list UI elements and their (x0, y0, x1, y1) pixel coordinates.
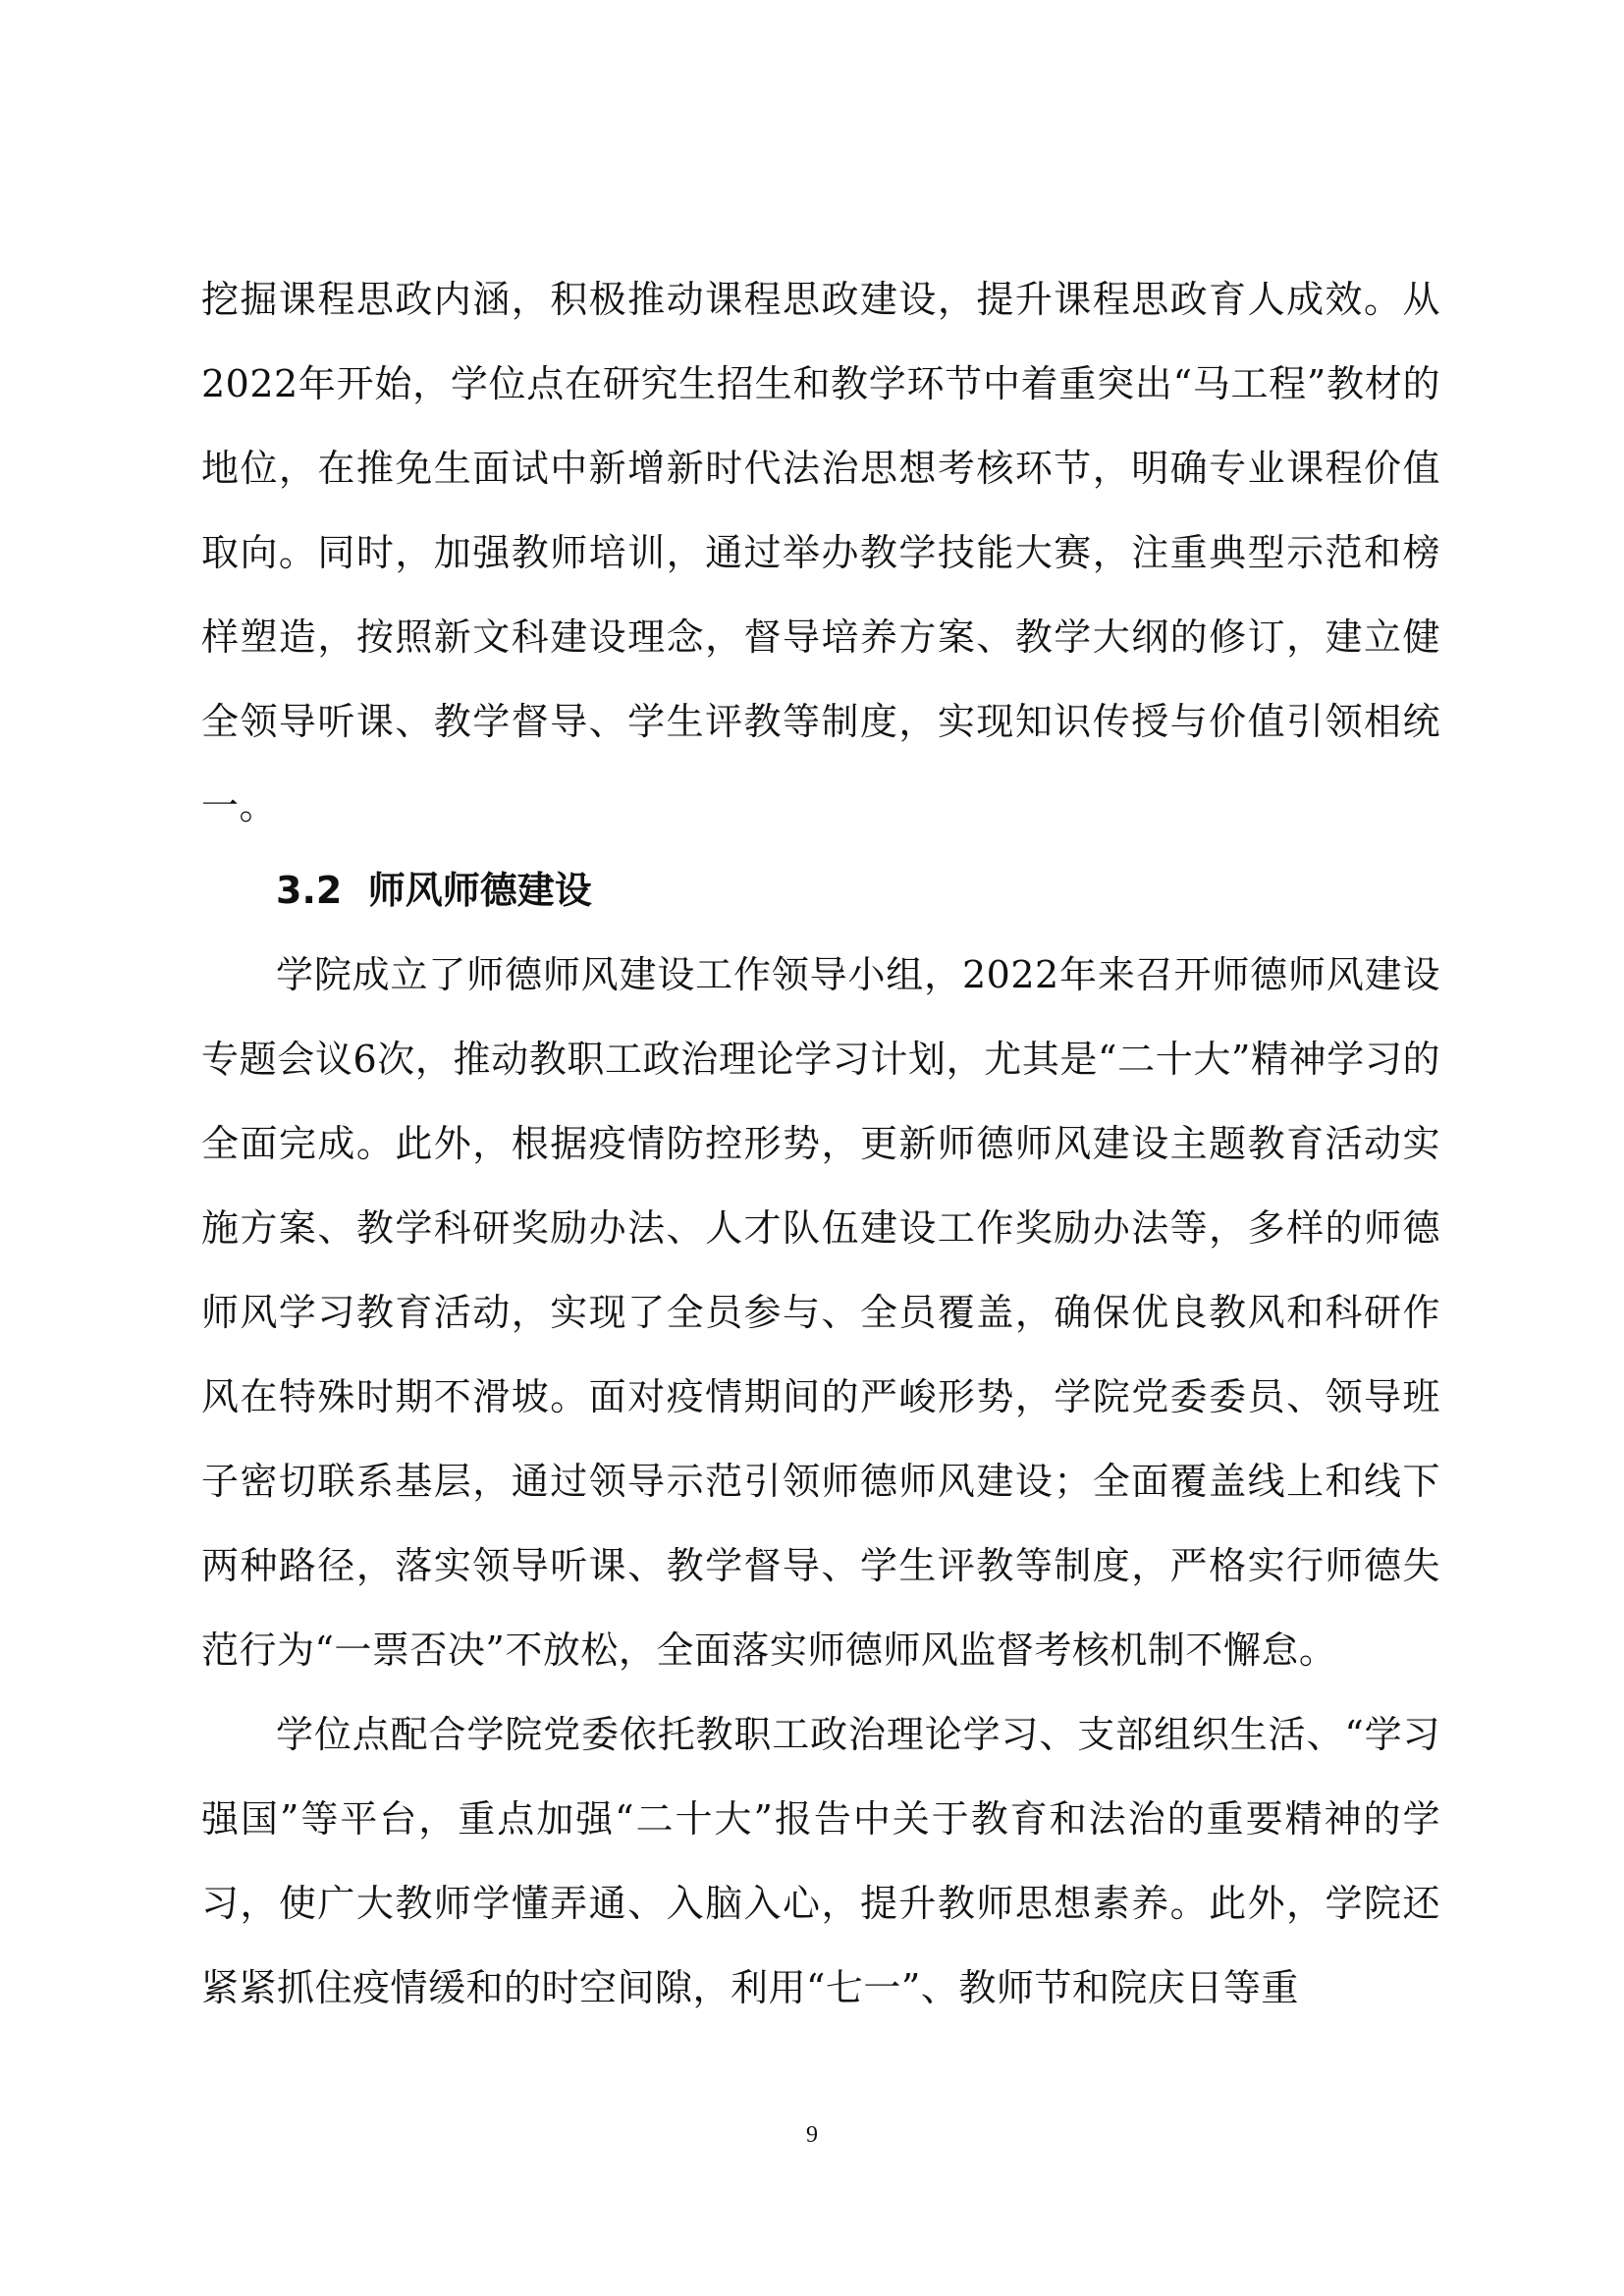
paragraph-course-ideology: 挖掘课程思政内涵，积极推动课程思政建设，提升课程思政育人成效。从2022年开始，学位点在研究生招生和教学环节中着重突出“马工程”教材的地位，在推免生面试中新增新时代法治思想考核环节，明确专业课程价值取向。同时，加强教师培训，通过举办教学技能大赛，注重典型示范和榜样塑造，按照新文科建设理念，督导培养方案、教学大纲的修订，建立健全领导听课、教学督导、学生评教等制度，实现知识传授与价值引领相统一。 (201, 278, 1440, 828)
section-number: 3.2 (276, 869, 343, 912)
section-title: 师风师德建设 (367, 869, 592, 912)
paragraph-ethics-leadership: 学院成立了师德师风建设工作领导小组，2022年来召开师德师风建设专题会议6次，推动教职工政治理论学习计划，尤其是“二十大”精神学习的全面完成。此外，根据疫情防控形势，更新师德师风建设主题教育活动实施方案、教学科研奖励办法、人才队伍建设工作奖励办法等，多样的师德师风学习教育活动，实现了全员参与、全员覆盖，确保优良教风和科研作风在特殊时期不滑坡。面对疫情期间的严峻形势，学院党委委员、领导班子密切联系基层，通过领导示范引领师德师风建设；全面覆盖线上和线下两种路径，落实领导听课、教学督导、学生评教等制度，严格实行师德失范行为“一票否决”不放松，全面落实师德师风监督考核机制不懈怠。 (201, 953, 1440, 1672)
paragraph-ethics-study: 学位点配合学院党委依托教职工政治理论学习、支部组织生活、“学习强国”等平台，重点加强“二十大”报告中关于教育和法治的重要精神的学习，使广大教师学懂弄通、入脑入心，提升教师思想素养。此外，学院还紧紧抓住疫情缓和的时空间隙，利用“七一”、教师节和院庆日等重 (201, 1713, 1440, 2009)
document-body (201, 257, 1440, 2030)
page-number: 9 (806, 2122, 818, 2148)
section-heading (201, 848, 1440, 933)
